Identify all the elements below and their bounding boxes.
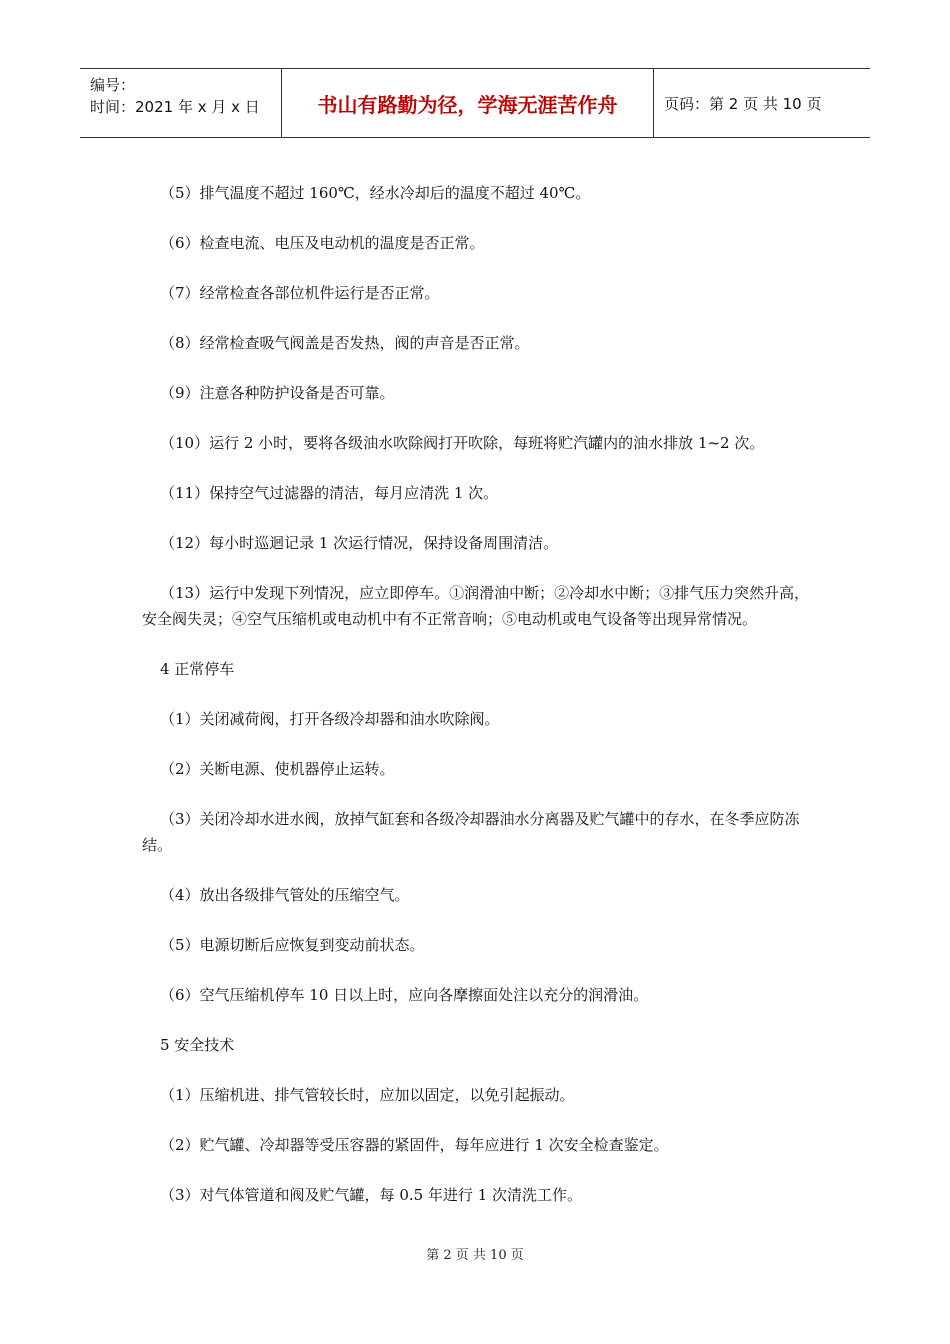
paragraph: （10）运行 2 小时，要将各级油水吹除阀打开吹除，每班将贮汽罐内的油水排放 1~2 次。: [160, 434, 765, 452]
paragraph: （4）放出各级排气管处的压缩空气。: [160, 886, 410, 904]
paragraph: （6）空气压缩机停车 10 日以上时，应向各摩擦面处注以充分的润滑油。: [160, 986, 649, 1004]
paragraph: （3）对气体管道和阀及贮气罐，每 0.5 年进行 1 次清洗工作。: [160, 1186, 583, 1204]
paragraph: （1）关闭减荷阀，打开各级冷却器和油水吹除阀。: [160, 710, 500, 728]
paragraph: （11）保持空气过滤器的清洁，每月应清洗 1 次。: [160, 484, 499, 502]
document-body: [142, 180, 810, 1208]
paragraph: （12）每小时巡迴记录 1 次运行情况，保持设备周围清洁。: [160, 534, 559, 552]
paragraph: （8）经常检查吸气阀盖是否发热，阀的声音是否正常。: [160, 334, 530, 352]
paragraph: （13）运行中发现下列情况，应立即停车。①润滑油中断；②冷却水中断；③排气压力突然升高，安全阀失灵；④空气压缩机或电动机中有不正常音响；⑤电动机或电气设备等出现异常情况。: [142, 584, 810, 628]
header-motto: 书山有路勤为径，学海无涯苦作舟: [282, 69, 654, 137]
header-meta-cell: [80, 69, 282, 137]
paragraph: （2）贮气罐、冷却器等受压容器的紧固件，每年应进行 1 次安全检查鉴定。: [160, 1136, 669, 1154]
page-header: [80, 68, 870, 138]
section-heading: 4 正常停车: [160, 660, 235, 678]
paragraph: （6）检查电流、电压及电动机的温度是否正常。: [160, 234, 485, 252]
section-heading: 5 安全技术: [160, 1036, 235, 1054]
paragraph: （5）排气温度不超过 160℃，经水冷却后的温度不超过 40℃。: [160, 184, 591, 202]
document-time: 时间：2021 年 x 月 x 日: [90, 98, 260, 116]
page-footer: 第 2 页 共 10 页: [426, 1248, 524, 1263]
paragraph: （5）电源切断后应恢复到变动前状态。: [160, 936, 425, 954]
paragraph: （9）注意各种防护设备是否可靠。: [160, 384, 395, 402]
paragraph: （2）关断电源、使机器停止运转。: [160, 760, 395, 778]
document-number-label: 编号：: [90, 76, 136, 94]
header-page-code: 页码：第 2 页 共 10 页: [664, 94, 822, 113]
paragraph: （7）经常检查各部位机件运行是否正常。: [160, 284, 440, 302]
paragraph: （3）关闭冷却水进水阀，放掉气缸套和各级冷却器油水分离器及贮气罐中的存水，在冬季应防冻结。: [142, 810, 800, 854]
paragraph: （1）压缩机进、排气管较长时，应加以固定，以免引起振动。: [160, 1086, 575, 1104]
